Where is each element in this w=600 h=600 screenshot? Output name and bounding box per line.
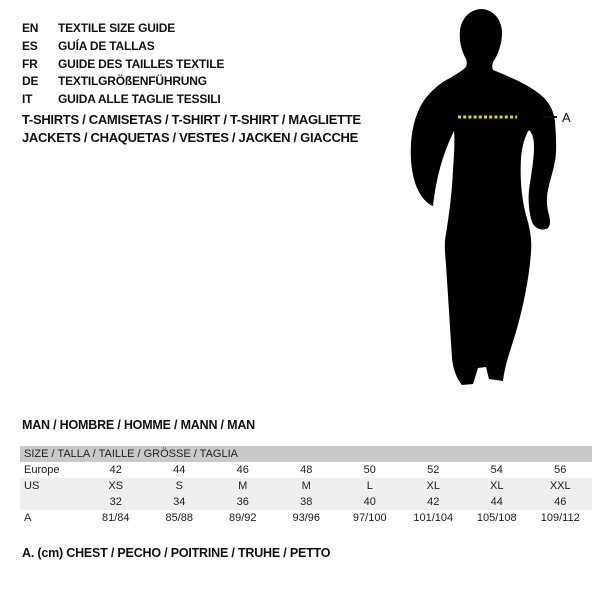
language-list (22, 20, 224, 109)
size-cell: 101/104 (413, 512, 454, 524)
language-code: DE (22, 74, 39, 89)
language-row (22, 20, 224, 38)
size-cell: 56 (554, 464, 567, 476)
category-lines (22, 111, 361, 147)
size-table-row (20, 494, 592, 510)
size-table-row (20, 478, 592, 494)
size-cell: 32 (109, 496, 122, 508)
size-cell: L (366, 480, 373, 492)
size-cell: 105/108 (476, 512, 517, 524)
size-row-label: Europe (24, 464, 60, 476)
size-cell: 34 (173, 496, 186, 508)
size-cell: 46 (236, 464, 249, 476)
size-cell: 89/92 (228, 512, 257, 524)
size-table-row (20, 510, 592, 526)
size-cell: XL (490, 480, 504, 492)
language-row (22, 38, 224, 56)
language-row (22, 91, 224, 109)
size-cell: XL (426, 480, 440, 492)
size-cell: 36 (236, 496, 249, 508)
size-cell: M (301, 480, 311, 492)
size-cell: 52 (427, 464, 440, 476)
size-row-label: A (24, 512, 32, 524)
size-row-label: US (24, 480, 40, 492)
size-table-row (20, 462, 592, 478)
size-cell: 42 (109, 464, 122, 476)
man-silhouette-figure (400, 0, 600, 400)
language-row (22, 73, 224, 91)
size-cell: 44 (490, 496, 503, 508)
size-cell: 48 (300, 464, 313, 476)
category-line-jackets: JACKETS / CHAQUETAS / VESTES / JACKEN / GIACCHE (22, 130, 358, 145)
size-cell: M (238, 480, 248, 492)
size-table-header: SIZE / TALLA / TAILLE / GRÖSSE / TAGLIA (20, 446, 592, 462)
size-cell: 50 (363, 464, 376, 476)
language-code: FR (22, 56, 38, 71)
size-cell: 38 (300, 496, 313, 508)
size-cell: 109/112 (540, 512, 580, 524)
size-cell: S (175, 480, 183, 492)
size-cell: 93/96 (292, 512, 321, 524)
category-line-tshirts: T-SHIRTS / CAMISETAS / T-SHIRT / T-SHIRT / MAGLIETTE (22, 112, 361, 127)
language-label: TEXTILE SIZE GUIDE (58, 21, 176, 35)
size-cell: 85/88 (165, 512, 194, 524)
size-cell: 97/100 (352, 512, 387, 524)
gender-section-title: MAN / HOMBRE / HOMME / MANN / MAN (22, 418, 255, 432)
size-cell: 40 (363, 496, 376, 508)
measure-label-a: A (562, 110, 571, 125)
language-label: GUIDA ALLE TAGLIE TESSILI (58, 92, 221, 107)
size-cell: XS (108, 480, 124, 492)
size-cell: 44 (173, 464, 186, 476)
language-code: EN (22, 21, 39, 35)
size-table (20, 446, 592, 526)
language-label: GUIDE DES TAILLES TEXTILE (58, 56, 225, 71)
language-label: GUÍA DE TALLAS (58, 38, 155, 53)
size-cell: 42 (427, 496, 440, 508)
size-cell: 81/84 (101, 512, 130, 524)
language-label: TEXTILGRÖßENFÜHRUNG (58, 74, 207, 89)
language-row (22, 56, 224, 74)
language-code: IT (22, 92, 33, 107)
size-cell: XXL (549, 480, 571, 492)
measurement-footnote: A. (cm) CHEST / PECHO / POITRINE / TRUHE / PETTO (22, 546, 331, 560)
language-code: ES (22, 38, 38, 53)
size-cell: 54 (490, 464, 503, 476)
man-silhouette (411, 9, 556, 385)
size-cell: 46 (554, 496, 567, 508)
